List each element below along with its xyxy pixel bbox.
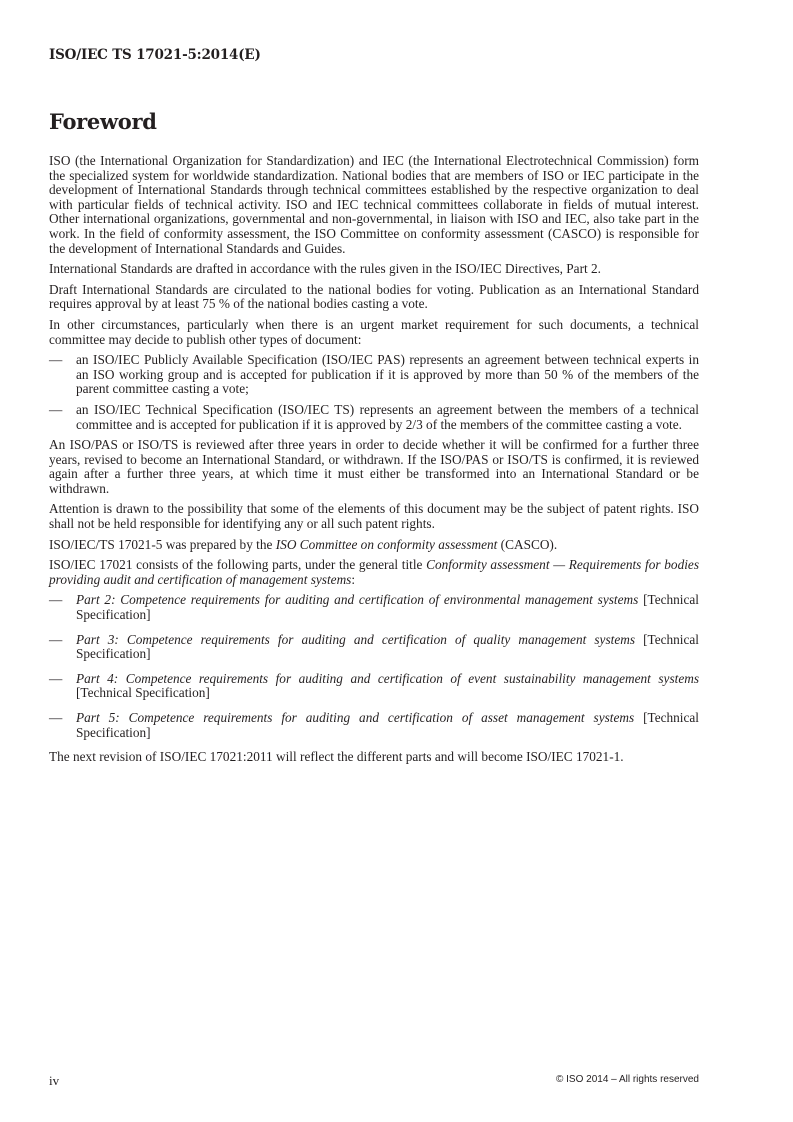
- part-suffix: [Technical Specification]: [76, 685, 210, 701]
- list-item: [49, 633, 699, 662]
- document-types-list: [49, 353, 699, 432]
- dash-bullet: —: [49, 352, 63, 368]
- list-item: [49, 403, 699, 432]
- list-item: [49, 672, 699, 701]
- text-fragment: ISO/IEC 17021 consists of the following parts, under the general title: [49, 557, 427, 573]
- part-title: Part 4: Competence requirements for auditing and certification of event sustainability management systems: [76, 670, 699, 686]
- page-title: Foreword: [49, 109, 157, 134]
- dash-bullet: —: [49, 401, 63, 417]
- paragraph-parts-intro: [49, 558, 699, 587]
- paragraph-other-circumstances: In other circumstances, particularly when there is an urgent market requirement for such documents, a technical committee may decide to publish other types of document:: [49, 316, 699, 347]
- list-item: [49, 353, 699, 397]
- document-id-header: ISO/IEC TS 17021-5:2014(E): [49, 47, 261, 63]
- dash-bullet: —: [49, 631, 63, 647]
- list-item-text: an ISO/IEC Technical Specification (ISO/IEC TS) represents an agreement between the members of a technical committee and is accepted for publication if it is approved by 2/3 of the members of the committee casting a vote.: [76, 401, 699, 432]
- part-title: Part 5: Competence requirements for auditing and certification of asset management systems: [76, 710, 635, 725]
- part-suffix: [Technical Specification]: [76, 710, 699, 740]
- paragraph-iso-iec-intro: ISO (the International Organization for Standardization) and IEC (the International Electrotechnical Commission) form the specialized system for worldwide standardization. National bodies that are members of ISO or IEC participate in the development of International Standards through technical committees established by the respective organization to deal with particular fields of technical activity. ISO and IEC technical committees collaborate in fields of mutual interest. Other international organizations, governmental and non-governmental, in liaison with ISO and IEC, also take part in the work. In the field of conformity assessment, the ISO Committee on conformity assessment (CASCO) is responsible for the development of International Standards and Guides.: [49, 153, 699, 256]
- part-title: Part 2: Competence requirements for auditing and certification of environmental management systems: [76, 592, 639, 608]
- list-item-text: an ISO/IEC Publicly Available Specification (ISO/IEC PAS) represents an agreement between technical experts in an ISO working group and is accepted for publication if it is approved by more than 50 % of the members of the parent committee casting a vote;: [76, 352, 699, 397]
- paragraph-patent-rights: Attention is drawn to the possibility that some of the elements of this document may be the subject of patent rights. ISO shall not be held responsible for identifying any or all such patent rights.: [49, 501, 699, 532]
- text-fragment: (CASCO).: [497, 536, 558, 552]
- parts-list: [49, 593, 699, 740]
- text-fragment: ISO/IEC/TS 17021-5 was prepared by the: [49, 536, 276, 552]
- part-title: Part 3: Competence requirements for auditing and certification of quality management systems: [76, 631, 635, 647]
- dash-bullet: —: [49, 710, 63, 725]
- page-number: iv: [49, 1073, 60, 1088]
- copyright-notice: © ISO 2014 – All rights reserved: [556, 1074, 699, 1085]
- paragraph-prepared-by: [49, 538, 699, 553]
- text-fragment: :: [351, 571, 356, 587]
- list-item: [49, 711, 699, 740]
- general-title: Conformity assessment — Requirements for bodies providing audit and certification of management systems: [49, 557, 699, 587]
- foreword-body: [49, 154, 699, 771]
- paragraph-review: An ISO/PAS or ISO/TS is reviewed after three years in order to decide whether it will be confirmed for a further three years, revised to become an International Standard, or withdrawn. If the ISO/PAS or ISO/TS is confirmed, it is reviewed again after a further three years, at which time it must either be transformed into an International Standard or be withdrawn.: [49, 437, 699, 496]
- paragraph-draft-standards: Draft International Standards are circulated to the national bodies for voting. Publication as an International Standard requires approval by at least 75 % of the national bodies casting a vote.: [49, 281, 699, 312]
- dash-bullet: —: [49, 670, 63, 686]
- paragraph-directives: International Standards are drafted in accordance with the rules given in the ISO/IEC Directives, Part 2.: [49, 261, 602, 277]
- committee-name: ISO Committee on conformity assessment: [275, 536, 498, 552]
- part-suffix: [Technical Specification]: [76, 631, 699, 662]
- dash-bullet: —: [49, 592, 63, 608]
- list-item: [49, 593, 699, 622]
- paragraph-next-revision: The next revision of ISO/IEC 17021:2011 will reflect the different parts and will become ISO/IEC 17021-1.: [49, 749, 624, 765]
- part-suffix: [Technical Specification]: [76, 592, 699, 623]
